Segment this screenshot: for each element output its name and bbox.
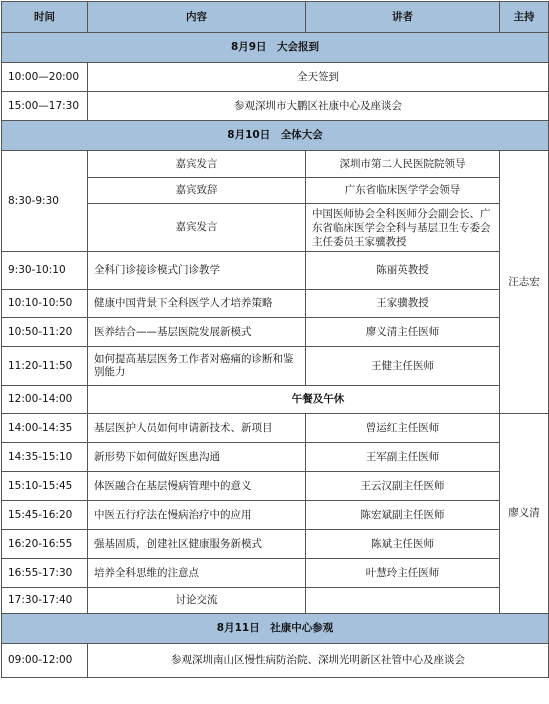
table-row (2, 443, 549, 472)
row-speaker: 王军副主任医师 (306, 443, 500, 472)
row-content: 参观深圳南山区慢性病防治院、深圳光明新区社管中心及座谈会 (88, 644, 549, 678)
table-row (2, 530, 549, 559)
row-content: 嘉宾发言 (88, 151, 306, 178)
agenda-table (1, 1, 549, 678)
row-content: 基层医护人员如何申请新技术、新项目 (88, 414, 306, 443)
day3-title: 8月11日 社康中心参观 (2, 614, 549, 644)
row-content: 培养全科思维的注意点 (88, 559, 306, 588)
table-row (2, 347, 549, 386)
row-speaker: 深圳市第二人民医院院领导 (306, 151, 500, 178)
row-content: 全科门诊接诊模式门诊教学 (88, 252, 306, 290)
row-speaker: 中国医师协会全科医师分会副会长、广东省临床医学会全科与基层卫生专委会主任委员王家骥教授 (306, 204, 500, 252)
row-time: 10:50-11:20 (2, 318, 88, 347)
header-content: 内容 (88, 2, 306, 33)
row-time: 16:20-16:55 (2, 530, 88, 559)
table-row (2, 63, 549, 92)
row-speaker: 曾运红主任医师 (306, 414, 500, 443)
row-time: 10:00—20:00 (2, 63, 88, 92)
header-speaker: 讲者 (306, 2, 500, 33)
day-banner (2, 614, 549, 644)
host-cell: 廖义清 (500, 414, 549, 614)
table-row (2, 501, 549, 530)
row-time: 14:35-15:10 (2, 443, 88, 472)
table-row (2, 318, 549, 347)
lunch-label: 午餐及午休 (88, 386, 549, 414)
row-speaker: 王健主任医师 (306, 347, 500, 386)
row-time: 14:00-14:35 (2, 414, 88, 443)
table-row (2, 559, 549, 588)
table-row (2, 414, 549, 443)
table-row (2, 252, 549, 290)
row-time: 9:30-10:10 (2, 252, 88, 290)
table-row (2, 644, 549, 678)
row-time: 8:30-9:30 (2, 151, 88, 252)
row-speaker: 陈宏斌副主任医师 (306, 501, 500, 530)
row-content: 中医五行疗法在慢病治疗中的应用 (88, 501, 306, 530)
row-speaker: 广东省临床医学学会领导 (306, 178, 500, 204)
row-content: 体医融合在基层慢病管理中的意义 (88, 472, 306, 501)
row-content: 如何提高基层医务工作者对癌痛的诊断和鉴别能力 (88, 347, 306, 386)
row-content: 嘉宾致辞 (88, 178, 306, 204)
row-content: 嘉宾发言 (88, 204, 306, 252)
header-time: 时间 (2, 2, 88, 33)
header-row (2, 2, 549, 33)
row-time: 11:20-11:50 (2, 347, 88, 386)
table-row (2, 588, 549, 614)
table-row (2, 386, 549, 414)
header-host: 主持 (500, 2, 549, 33)
row-content: 强基固质，创建社区健康服务新模式 (88, 530, 306, 559)
row-time: 15:00—17:30 (2, 92, 88, 121)
day2-title: 8月10日 全体大会 (2, 121, 549, 151)
row-content: 医养结合——基层医院发展新模式 (88, 318, 306, 347)
table-row (2, 92, 549, 121)
table-row (2, 151, 549, 178)
row-content: 新形势下如何做好医患沟通 (88, 443, 306, 472)
row-content: 健康中国背景下全科医学人才培养策略 (88, 290, 306, 318)
host-cell: 汪志宏 (500, 151, 549, 414)
row-time: 15:45-16:20 (2, 501, 88, 530)
table-row (2, 472, 549, 501)
row-content: 讨论交流 (88, 588, 306, 614)
row-content: 参观深圳市大鹏区社康中心及座谈会 (88, 92, 549, 121)
row-speaker (306, 588, 500, 614)
row-speaker: 叶慧玲主任医师 (306, 559, 500, 588)
row-speaker: 陈丽英教授 (306, 252, 500, 290)
row-speaker: 廖义清主任医师 (306, 318, 500, 347)
row-time: 09:00-12:00 (2, 644, 88, 678)
row-time: 16:55-17:30 (2, 559, 88, 588)
day1-title: 8月9日 大会报到 (2, 33, 549, 63)
row-speaker: 王家骥教授 (306, 290, 500, 318)
row-speaker: 王云汉副主任医师 (306, 472, 500, 501)
row-time: 17:30-17:40 (2, 588, 88, 614)
row-time: 15:10-15:45 (2, 472, 88, 501)
day-banner (2, 121, 549, 151)
day-banner (2, 33, 549, 63)
row-time: 12:00-14:00 (2, 386, 88, 414)
row-time: 10:10-10:50 (2, 290, 88, 318)
row-content: 全天签到 (88, 63, 549, 92)
row-speaker: 陈斌主任医师 (306, 530, 500, 559)
table-row (2, 290, 549, 318)
